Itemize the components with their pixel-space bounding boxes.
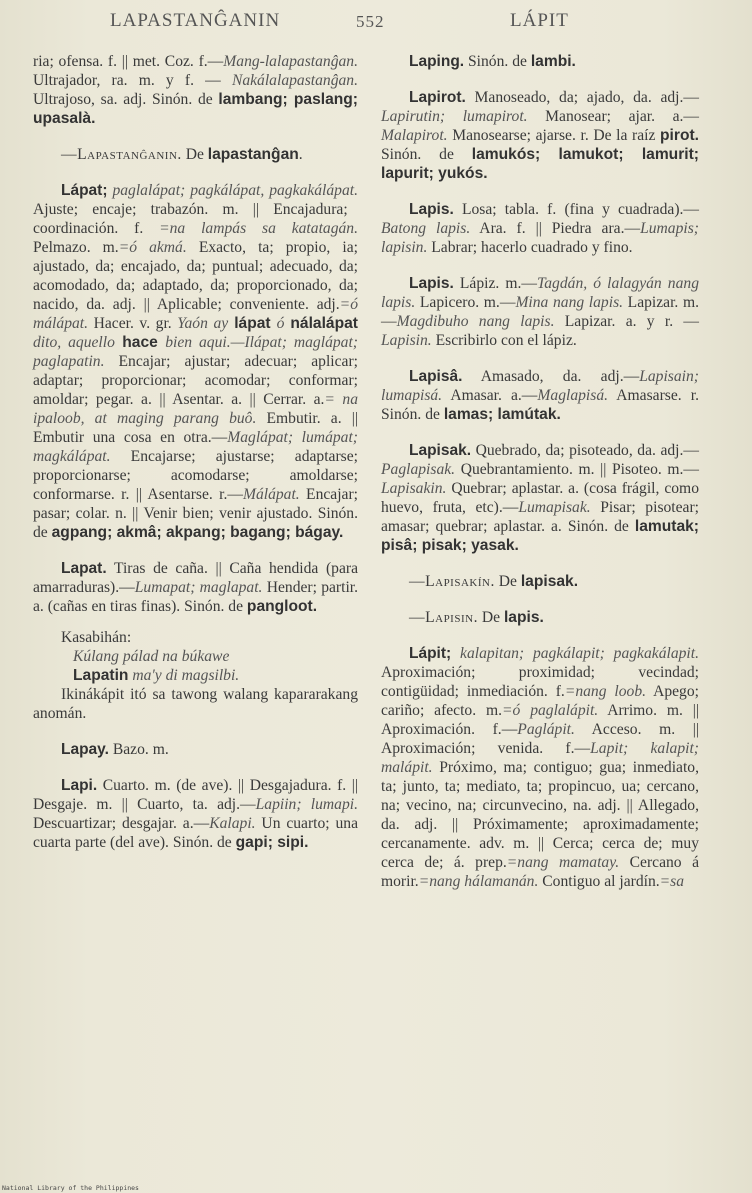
headword: Lapay. — [61, 741, 109, 758]
headword: Lapirot. — [409, 89, 466, 106]
left-column — [33, 52, 358, 869]
entry-lapi: Lapi. Cuarto. m. (de ave). || Desgajadura. f. || Desgaje. m. || Cuarto, ta. adj.—Lapiin; lumapi. Descuartizar; desgajar. a.—Kalapi. Un cuarto; una cuarta parte (del ave). Sinón. de gapi; sipi. — [33, 777, 358, 851]
entry-lapisak: Lapisak. Quebrado, da; pisoteado, da. adj.—Paglapisak. Quebrantamiento. m. || Pisoteo. m.—Lapisakin. Quebrar; aplastar. a. (cosa frágil, como huevo, fruta, etc).—Lumapisak. Pisar; pisotear; amasar; quebrar; aplastar. a. Sinón. de lamutak; pisâ; pisak; yasak. — [381, 442, 700, 554]
entry-lapit: Lápit; kalapitan; pagkálapit; pagkakálapit. Aproximación; proximidad; vecindad; contigüidad; inmediación. f.=nang loob. Apego; cariño; afecto. m.=ó paglalápit. Arrimo. m. || Aproximación. f.—Paglápit. Acceso. m. || Aproximación; venida. f.—Lapit; kalapit; malápit. Próximo, ma; contiguo; gua; inmediato, ta; junto, ta; mediato, ta; propincuo, ua; cercano, na; vecino, na; circunvecino, na. adj. || Allegado, da. adj. || Próximamente; aproximadamente; cercanamente. adv. m. || Cerca; cerca de; muy cerca de; á. prep.=nang mamatay. Cercano á morir.=nang hálamanán. Contiguo al jardín.=sa — [381, 645, 699, 890]
entry-lapisa: Lapisâ. Amasado, da. adj.—Lapisain; lumapisá. Amasar. a.—Maglapisá. Amasarse. r. Sinón. de lamas; lamútak. — [381, 368, 699, 423]
headword: Lapi. — [61, 777, 98, 794]
proverb-label: Kasabihán: — [61, 629, 132, 646]
headword: Lapis. — [409, 275, 454, 292]
proverb-line-2: Lapatin ma'y di magsilbi. — [73, 667, 240, 684]
entry-lapirot: Lapirot. Manoseado, da; ajado, da. adj.—Lapirutin; lumapirot. Manosear; ajar. a.—Malapirot. Manosearse; ajarse. r. De la raíz pirot. Sinón. de lamukós; lamukot; lamurit; lapurit; yukós. — [381, 89, 699, 182]
entry-continuation: ria; ofensa. f. || met. Coz. f.—Mang-lalapastanĝan. Ultrajador, ra. m. y f. — Nakálalapastanĝan. Ultrajoso, sa. adj. Sinón. de lambang; paslang; upasalà. — [33, 53, 358, 127]
entry-lapis-1: Lapis. Losa; tabla. f. (fina y cuadrada).—Batong lapis. Ara. f. || Piedra ara.—Lumapis; lapisin. Labrar; hacerlo cuadrado y fino. — [381, 201, 699, 256]
proverb-explanation: Ikinákápit itó sa tawong walang kapararakang anomán. — [33, 686, 358, 722]
headword: Lapat. — [61, 560, 107, 577]
entry-lapastanganin: —Lapastanĝanin. De lapastanĝan. — [61, 146, 303, 163]
headword: Laping. — [409, 53, 465, 70]
entry-laping: Laping. Sinón. de lambi. — [409, 53, 576, 70]
entry-lapat-1: Lápat; paglalápat; pagkálápat, pagkakálápat. Ajuste; encaje; trabazón. m. || Encajadura; coordinación. f. =na lampás sa katatagán. Pelmazo. m.=ó akmá. Exacto, ta; propio, ia; ajustado, da; encajado, da; puntual; adecuado, da; acomodado, da; adaptado, da; proporcionado, da; nacido, da. adj. || Aplicable; conveniente. adj.=ó málápat. Hacer. v. gr. Yaón ay lápat ó nálalápat dito, aquello hace bien aqui.—Ilápat; maglápat; paglapatin. Encajar; ajustar; adecuar; aplicar; adaptar; proporcionar; acomodar; conformar; amoldar; pegar. a. || Asentar. a. || Cerrar. a.= na ipaloob, at maging parang buô. Embutir. a. || Embutir una cosa en otra.—Maglápat; lumápat; magkálápat. Encajarse; ajustarse; adaptarse; proporcionarse; acomodarse; amoldarse; conformarse. r. || Asentarse. r.—Málápat. Encajar; pasar; colar. n. || Venir bien; venir ajustado. Sinón. de agpang; akmâ; akpang; bagang; bágay. — [33, 182, 359, 541]
right-column — [381, 52, 699, 908]
entry-lapis-2: Lapis. Lápiz. m.—Tagdán, ó lalagyán nang lapis. Lapicero. m.—Mina nang lapis. Lapizar. m.—Magdibuho nang lapis. Lapizar. a. y r. —Lapisin. Escribirlo con el lápiz. — [381, 275, 699, 349]
headword: Lapis. — [409, 201, 454, 218]
headword: Lapisak. — [409, 442, 472, 459]
page-header — [0, 8, 752, 38]
header-right-guide-word: LÁPIT — [510, 10, 569, 31]
page-number: 552 — [356, 12, 385, 31]
headword: Lapisâ. — [409, 368, 463, 385]
headword: Lápit; — [409, 645, 452, 662]
proverb-block — [33, 628, 358, 723]
entry-lapisin: —Lapisin. De lapis. — [409, 609, 544, 626]
entry-lapisakin: —Lapisakín. De lapisak. — [409, 573, 579, 590]
header-left-guide-word: LAPASTANĜANIN — [110, 10, 281, 31]
entry-lapay: Lapay. Bazo. m. — [61, 741, 169, 758]
library-footer: National Library of the Philippines — [2, 1184, 139, 1192]
headword: Lápat; — [61, 182, 108, 199]
entry-lapat-2: Lapat. Tiras de caña. || Caña hendida (para amarraduras).—Lumapat; maglapat. Hender; partir. a. (cañas en tiras finas). Sinón. de pangloot. — [33, 560, 359, 615]
proverb-line-1: Kúlang pálad na búkawe — [73, 648, 230, 665]
